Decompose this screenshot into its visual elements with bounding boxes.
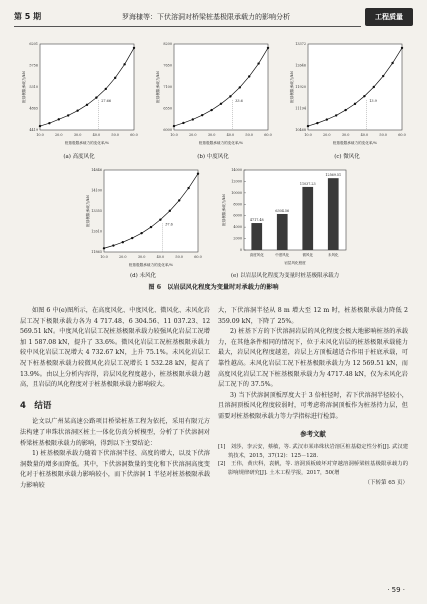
- y-tick-label: 14100: [91, 188, 102, 193]
- x-tick-label: 未风化: [328, 253, 339, 257]
- chart-c-caption: (c) 微风化: [334, 154, 360, 160]
- data-point: [267, 47, 269, 49]
- chart-d-caption: (d) 未风化: [129, 273, 157, 279]
- data-point: [363, 95, 365, 97]
- x-tick-label: 60.0: [264, 133, 272, 137]
- data-point: [103, 247, 105, 249]
- annotation-label: 37.6: [165, 222, 173, 227]
- y-tick-label: 11865: [91, 250, 102, 254]
- references-heading: 参考文献: [300, 429, 326, 438]
- x-tick-label: 微风化: [302, 253, 313, 257]
- x-tick-label: 40.0: [92, 133, 101, 137]
- data-point: [112, 244, 114, 246]
- x-tick-label: 10.0: [304, 133, 312, 137]
- data-point: [178, 199, 180, 201]
- data-point: [114, 77, 116, 79]
- y-tick-label: 11920: [295, 85, 306, 89]
- data-point: [182, 122, 184, 124]
- bar-value-label: 11037.23: [299, 181, 316, 186]
- y-tick-label: 14000: [231, 168, 242, 172]
- x-tick-label: 60.0: [398, 133, 406, 137]
- y-tick-label: 6550: [163, 106, 172, 111]
- header-rule: [14, 26, 361, 27]
- paragraph: 大，下伏溶洞半径从 8 m 增大至 12 m 时，桩基极限承载力降低 2 359.09 kN，下降了 25%。: [218, 307, 408, 325]
- y-tick-label: 4419: [29, 128, 38, 132]
- data-point: [133, 47, 135, 49]
- y-tick-label: 11194: [295, 106, 306, 111]
- x-tick-label: 50.0: [379, 133, 387, 137]
- bar-value-label: 12569.51: [325, 173, 342, 178]
- y-tick-label: 4865: [29, 106, 38, 111]
- data-point: [197, 173, 199, 175]
- paragraph: 论文以广州某高速公路项目桥梁桩基工程为依托，采用有限元方法构建了串珠状溶洞区桩土一体化仿真分析模型，分析了下伏溶洞对桥梁桩基极限承载力的影响，得到以下主要结论：: [20, 418, 210, 447]
- data-point: [86, 104, 88, 106]
- data-point: [316, 122, 318, 124]
- x-axis-label: 桩基极限承载力的变化率/%: [128, 263, 174, 267]
- data-point: [122, 241, 124, 243]
- y-tick-label: 8000: [233, 202, 242, 207]
- x-tick-label: 高度风化: [249, 253, 264, 257]
- reference-1: [1] 刘莎，李云安，蔡敏，等. 武汉市某串珠状岩溶区桩基稳定性分析[J]. 武汉建筑技术，2015，37(12)：125－128.: [218, 444, 408, 459]
- x-tick-label: 10.0: [36, 133, 44, 137]
- annotation-label: 13.9: [369, 98, 377, 103]
- data-point: [192, 118, 194, 120]
- data-point: [76, 109, 78, 111]
- data-point: [354, 103, 356, 105]
- data-point: [239, 86, 241, 88]
- page-number: · 59 ·: [387, 586, 405, 594]
- chart-e: [220, 164, 350, 270]
- data-point: [248, 75, 250, 77]
- x-axis-label: 岩层风化程度: [284, 261, 306, 265]
- annotation-label: 27.66: [101, 98, 111, 103]
- y-axis-label: 桩基极限承载力/kN: [290, 71, 294, 103]
- y-axis-label: 桩基极限承载力/kN: [222, 194, 226, 226]
- y-tick-label: 13372: [295, 42, 306, 46]
- data-point: [373, 86, 375, 88]
- data-point: [229, 95, 231, 97]
- right-column: [218, 306, 408, 488]
- plot-frame: [174, 44, 268, 130]
- data-point: [95, 96, 97, 98]
- chart-e-caption: (e) 以岩层风化程度为变量时桩基极限承载力: [230, 273, 340, 279]
- y-tick-label: 7100: [163, 85, 172, 89]
- x-tick-label: 20.0: [323, 133, 331, 137]
- data-point: [159, 218, 161, 220]
- y-tick-label: 14846: [91, 168, 102, 172]
- y-tick-label: 5756: [29, 63, 38, 68]
- y-tick-label: 2000: [233, 236, 242, 241]
- journal-logo: 工程质量: [365, 8, 413, 26]
- continued-note: （下转第 65 页）: [364, 479, 408, 486]
- x-tick-label: 40.0: [226, 133, 235, 137]
- y-tick-label: 12610: [91, 229, 102, 234]
- data-point: [401, 47, 403, 49]
- data-point: [391, 62, 393, 64]
- chart-a-caption: (a) 高度风化: [63, 154, 95, 160]
- reference-2: [2] 王伟，黄庆科，袁帆，等. 溶洞顶板破坏对穿越溶洞桥梁桩基极限承载力的影响规律研究[J]. 土木工程学报，2017，50(增: [218, 461, 408, 476]
- paragraph: 2) 桩基下方的下伏溶洞岩层的风化程度会极大地影响桩基的承载力，在其他条件相同的情况下，位于未风化岩层的桩基极限承载能力最大，岩层风化程度越差，岩层上方顶板越适合作用于桩底承载，可靠性越高。未风化岩层工况下桩基极限承载力为 12 569.51 kN，而高度风化岩层工况下桩基极限承载力为 4717.48 kN，仅为未风化岩层工况下的 37.5%。: [218, 328, 408, 389]
- data-point: [140, 232, 142, 234]
- chart-c: [288, 38, 406, 148]
- x-tick-label: 10.0: [100, 255, 108, 259]
- y-axis-label: 桩基极限承载力/kN: [86, 195, 90, 227]
- data-point: [173, 125, 175, 127]
- section-heading: 4 结语: [20, 400, 52, 411]
- bar-value-label: 4717.48: [249, 218, 264, 223]
- chart-b-caption: (b) 中度风化: [197, 154, 229, 160]
- data-point: [39, 125, 41, 127]
- x-tick-label: 10.0: [170, 133, 178, 137]
- bar: [302, 187, 313, 250]
- y-axis-label: 桩基极限承载力/kN: [22, 71, 26, 103]
- data-point: [169, 210, 171, 212]
- x-tick-label: 30.0: [341, 133, 350, 137]
- x-tick-label: 30.0: [137, 255, 146, 259]
- bar-value-label: 6304.56: [275, 208, 290, 213]
- plot-frame: [104, 170, 198, 252]
- data-point: [187, 187, 189, 189]
- y-tick-label: 13355: [91, 209, 102, 213]
- data-point: [201, 114, 203, 116]
- page-header: [14, 8, 413, 28]
- data-point: [210, 109, 212, 111]
- y-tick-label: 10000: [231, 190, 242, 195]
- issue-number: 第 5 期: [14, 12, 42, 21]
- figure-title: 图 6 以岩层风化程度为变量时对承载力的影响: [148, 284, 279, 291]
- x-tick-label: 30.0: [207, 133, 216, 137]
- annotation-label: 33.6: [235, 98, 243, 103]
- y-tick-label: 7650: [163, 63, 172, 68]
- data-point: [382, 75, 384, 77]
- x-tick-label: 30.0: [73, 133, 82, 137]
- x-tick-label: 60.0: [130, 133, 138, 137]
- paragraph: 1) 桩基极限承载力随着下伏溶洞半径、高度的增大，以及下伏溶洞数量的增多而降低。其中，下伏溶洞数量的变化和下伏溶洞高度变化对于桩基极限承载力影响较小，而下伏溶洞 1 半径对桩基极限承载力影响较: [20, 450, 210, 489]
- x-tick-label: 40.0: [360, 133, 369, 137]
- data-point: [150, 226, 152, 228]
- paragraph: 3) 当下伏溶洞顶板厚度大于 3 倍桩径时，若下伏溶洞半径较小，且溶洞顶板风化程度较弱时，可考虑将溶洞顶板作为桩基持力层，但需要对桩基极限承载力等力学指标进行检算。: [218, 391, 408, 420]
- y-tick-label: 6201: [29, 42, 38, 46]
- data-point: [48, 122, 50, 124]
- x-axis-label: 桩基极限承载力的变化率/%: [198, 141, 244, 145]
- data-point: [257, 62, 259, 64]
- y-tick-label: 0: [239, 248, 242, 252]
- data-point: [344, 109, 346, 111]
- x-tick-label: 20.0: [189, 133, 197, 137]
- bar: [251, 223, 262, 250]
- x-tick-label: 50.0: [175, 255, 183, 259]
- y-tick-label: 6000: [233, 213, 242, 218]
- y-tick-label: 6000: [163, 128, 172, 132]
- data-point: [67, 114, 69, 116]
- data-point: [105, 88, 107, 90]
- data-point: [307, 125, 309, 127]
- x-tick-label: 20.0: [119, 255, 127, 259]
- data-point: [131, 237, 133, 239]
- y-tick-label: 4000: [233, 225, 242, 230]
- x-tick-label: 50.0: [245, 133, 253, 137]
- bar: [277, 214, 288, 250]
- y-tick-label: 12646: [295, 63, 306, 68]
- x-axis-label: 桩基极限承载力的变化率/%: [332, 141, 378, 145]
- plot-frame: [40, 44, 134, 130]
- x-tick-label: 60.0: [194, 255, 202, 259]
- data-point: [220, 103, 222, 105]
- x-tick-label: 中度风化: [275, 253, 290, 257]
- y-tick-label: 12000: [231, 179, 242, 184]
- chart-d: [84, 164, 202, 270]
- x-tick-label: 40.0: [156, 255, 165, 259]
- y-tick-label: 8200: [163, 42, 172, 46]
- y-axis-label: 桩基极限承载力/kN: [156, 71, 160, 103]
- data-point: [335, 114, 337, 116]
- x-axis-label: 桩基极限承载力的变化率/%: [64, 141, 110, 145]
- paragraph: 如图 6 中(e)图所示，在高度风化、中度风化、微风化、未风化岩层工况下极限承载力各为 4 717.48、6 304.56、11 037.23、12 569.51 kN。中度风化岩层工况桩基极限承载力较强风化岩层工况增加 1 587.08 kN，提升了 33.6%。微风化岩层工况桩基极限承载力较中风化岩层工况增大 4 732.67 kN，上升 75.1%。未风化岩层工况下桩基极限承载力较微风化岩层工况增长 1 532.28 kN，提高了 13.9%。由以上分析内容得，岩层风化程度越小，桩基极限承载力越高，且岩层的风化程度对于桩基极限承载力影响较大。: [20, 307, 210, 389]
- plot-frame: [308, 44, 402, 130]
- data-point: [326, 118, 328, 120]
- data-point: [123, 63, 125, 65]
- running-title: 罗海棣等：下伏溶洞对桥梁桩基极限承载力的影响分析: [122, 13, 290, 21]
- left-column: [20, 306, 210, 492]
- data-point: [58, 118, 60, 120]
- bar: [328, 178, 339, 250]
- x-tick-label: 50.0: [111, 133, 119, 137]
- y-tick-label: 10468: [295, 128, 306, 132]
- y-tick-label: 5310: [29, 85, 38, 89]
- chart-b: [154, 38, 272, 148]
- x-tick-label: 20.0: [55, 133, 63, 137]
- chart-a: [20, 38, 138, 148]
